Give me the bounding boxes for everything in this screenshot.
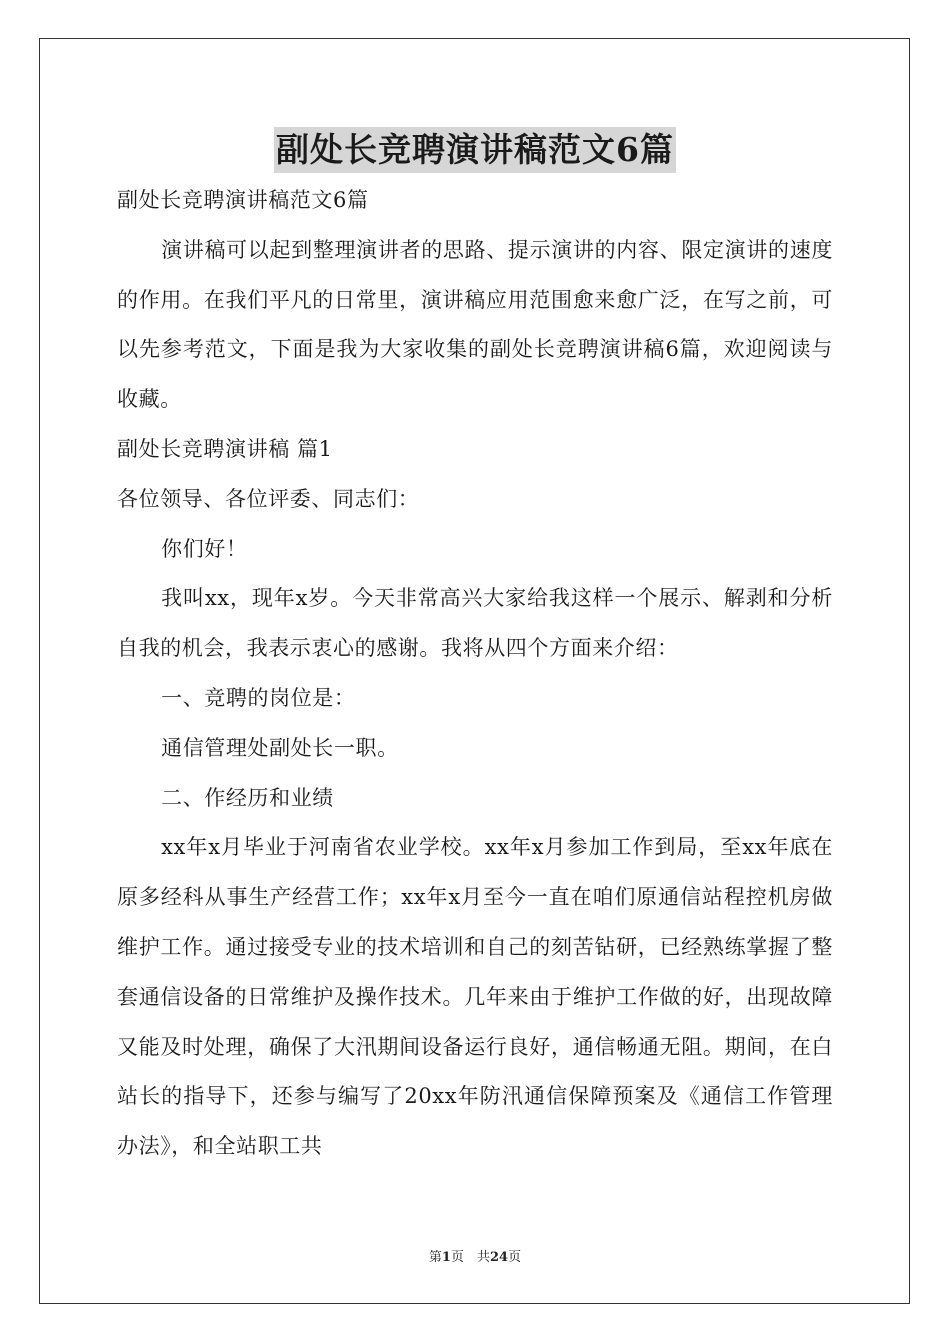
paragraph: 各位领导、各位评委、同志们： bbox=[117, 486, 420, 511]
footer-prefix: 第 bbox=[428, 1250, 442, 1265]
footer-mid: 页 共 bbox=[450, 1250, 490, 1265]
paragraph: 副处长竞聘演讲稿范文6篇 bbox=[117, 188, 369, 212]
title-container bbox=[0, 127, 950, 173]
document-body bbox=[117, 176, 833, 1172]
page-footer bbox=[0, 1246, 950, 1265]
footer-suffix: 页 bbox=[508, 1250, 522, 1265]
paragraph: 二、作经历和业绩 bbox=[161, 785, 334, 810]
paragraph: 我叫xx，现年x岁。今天非常高兴大家给我这样一个展示、解剥和分析自我的机会，我表示衷心的感谢。我将从四个方面来介绍： bbox=[117, 586, 833, 661]
total-page-count: 24 bbox=[489, 1250, 509, 1265]
document-title: 副处长竞聘演讲稿范文6篇 bbox=[274, 127, 676, 173]
paragraph: 一、竞聘的岗位是： bbox=[161, 685, 356, 710]
paragraph: 通信管理处副处长一职。 bbox=[161, 735, 399, 760]
paragraph: xx年x月毕业于河南省农业学校。xx年x月参加工作到局，至xx年底在原多经科从事生产经营工作；xx年x月至今一直在咱们原通信站程控机房做维护工作。通过接受专业的技术培训和自己的刻苦钻研，已经熟练掌握了整套通信设备的日常维护及操作技术。几年来由于维护工作做的好，出现故障又能及时处理，确保了大汛期间设备运行良好，通信畅通无阻。期间，在白站长的指导下，还参与编写了20xx年防汛通信保障预案及《通信工作管理办法》，和全站职工共 bbox=[117, 835, 833, 1159]
current-page-number: 1 bbox=[441, 1250, 451, 1265]
paragraph: 演讲稿可以起到整理演讲者的思路、提示演讲的内容、限定演讲的速度的作用。在我们平凡的日常里，演讲稿应用范围愈来愈广泛，在写之前，可以先参考范文，下面是我为大家收集的副处长竞聘演讲稿6篇，欢迎阅读与收藏。 bbox=[117, 237, 833, 412]
paragraph: 你们好！ bbox=[161, 536, 248, 561]
paragraph: 副处长竞聘演讲稿 篇1 bbox=[117, 436, 333, 461]
